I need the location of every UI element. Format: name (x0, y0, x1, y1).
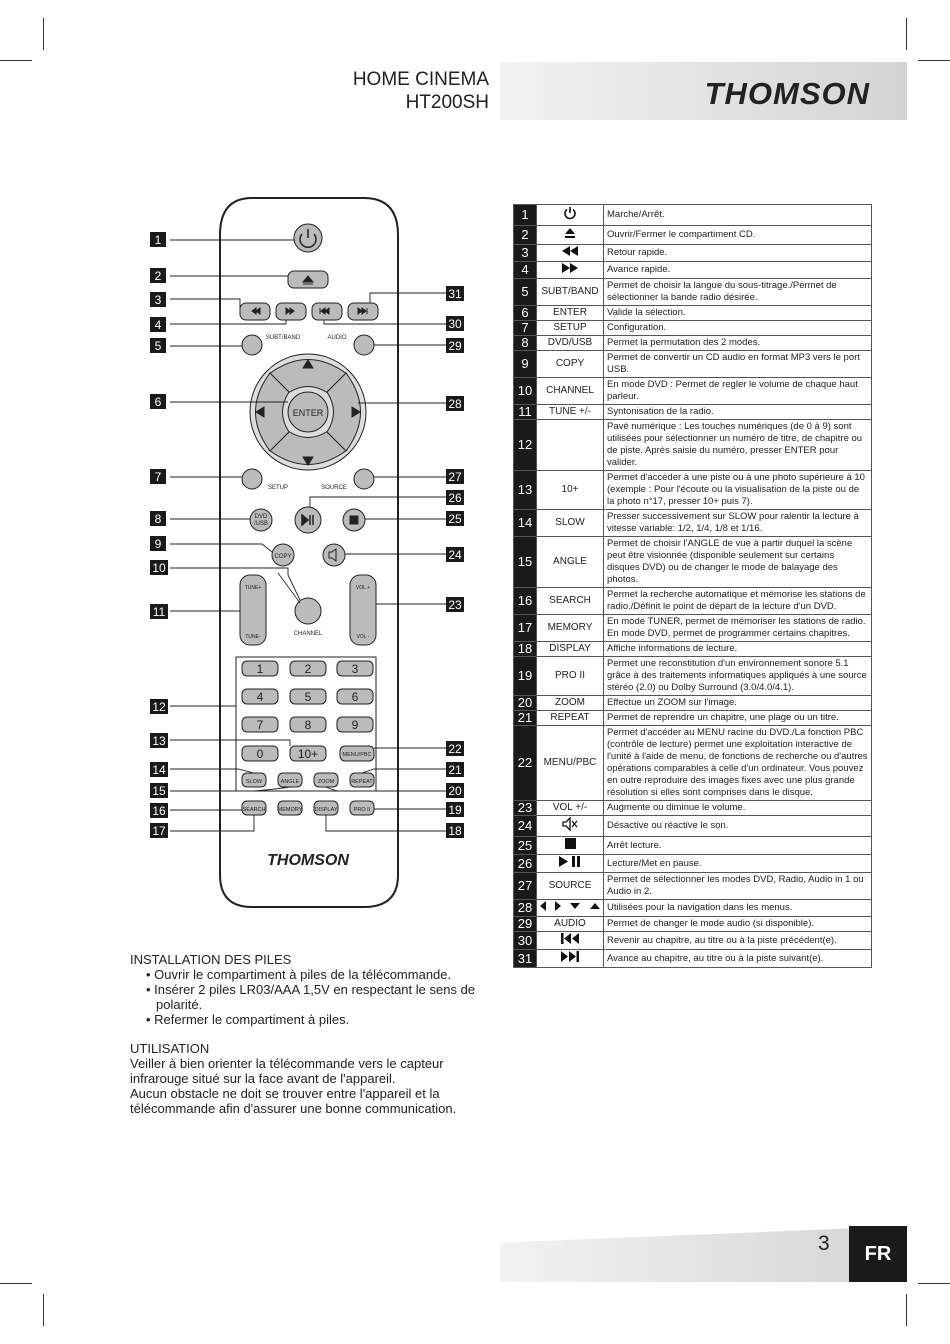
key-description: En mode DVD : Permet de regler le volume de chaque haut parleur. (604, 378, 872, 405)
label-subband: SUBT/BAND (265, 335, 301, 341)
callout-6: 6 (154, 395, 162, 409)
callout-15: 15 (152, 784, 166, 798)
key-description: Utilisées pour la navigation dans les menus. (604, 900, 872, 917)
key-description: Désactive ou réactive le son. (604, 816, 872, 837)
callout-5: 5 (154, 339, 162, 353)
key-name: CHANNEL (537, 378, 604, 405)
callout-26: 26 (448, 491, 462, 505)
key-name: PRO II (537, 657, 604, 696)
list-item: • Refermer le compartiment à piles. (146, 1012, 350, 1027)
table-row (514, 855, 872, 873)
key-name: DISPLAY (537, 642, 604, 657)
list-item: • Ouvrir le compartiment à piles de la télécommande. (146, 967, 452, 982)
key-description: Avance rapide. (604, 262, 872, 279)
label-vol-minus: VOL - (356, 634, 370, 640)
key-description: Retour rapide. (604, 245, 872, 262)
callout-16: 16 (152, 804, 166, 818)
key-9: 9 (351, 718, 359, 732)
key-name: DVD/USB (537, 336, 604, 351)
key-description: Avance au chapitre, au titre ou à la piste suivant(e). (604, 950, 872, 968)
key-description: Augmente ou diminue le volume. (604, 801, 872, 816)
callout-11: 11 (152, 605, 166, 619)
key-description: Permet de reprendre un chapitre, une plage ou un titre. (604, 711, 872, 726)
callout-23: 23 (448, 598, 462, 612)
callout-3: 3 (154, 293, 162, 307)
label-memory: MEMORY (277, 807, 303, 813)
key-description: Permet de choisir l'ANGLE de vue à partir duquel la scène peut être visionnée (disponible seulement sur certains disques DVD) ou de changer le mode de balayage des photos. (604, 537, 872, 588)
crop-mark (906, 18, 907, 50)
label-enter: ENTER (292, 408, 324, 418)
key-name: COPY (537, 351, 604, 378)
table-row (514, 801, 872, 816)
callout-20: 20 (448, 784, 462, 798)
key-name: SUBT/BAND (537, 279, 604, 306)
key-number: 8 (514, 336, 537, 351)
installation-title: INSTALLATION DES PILES (130, 952, 292, 967)
key-description: Affiche informations de lecture. (604, 642, 872, 657)
key-number: 12 (514, 420, 537, 471)
key-name: AUDIO (537, 917, 604, 932)
key-name: ENTER (537, 306, 604, 321)
eject-icon (537, 226, 604, 245)
callout-7: 7 (154, 470, 162, 484)
key-number: 7 (514, 321, 537, 336)
label-source: SOURCE (321, 485, 347, 491)
key-number: 1 (514, 205, 537, 226)
callout-14: 14 (152, 763, 166, 777)
callout-8: 8 (154, 512, 162, 526)
remote-brand: THOMSON (267, 852, 349, 869)
key-name: ANGLE (537, 537, 604, 588)
product-category: HOME CINEMA (352, 69, 489, 90)
key-description: Permet de convertir un CD audio en format MP3 vers le port USB. (604, 351, 872, 378)
table-row (514, 950, 872, 968)
table-row (514, 726, 872, 801)
table-row (514, 471, 872, 510)
key-description: Permet d'accéder au MENU racine du DVD./La fonction PBC (contrôle de lecture) permet une exploitation interactive de l'unité à l'aide de menu, de fonctions de recherche ou d'autres opérations comparables à celle d'un ordinateur. Vous pouvez en outre reproduire des images fixes avec une plus grande résolution si elles sont comprises dans le disque. (604, 726, 872, 801)
key-10-plus: 10+ (297, 747, 319, 761)
language-tab: FR (849, 1226, 907, 1282)
key-number: 14 (514, 510, 537, 537)
label-audio: AUDIO (327, 335, 347, 341)
crop-mark (43, 18, 44, 50)
previous-icon (537, 932, 604, 950)
instructions (130, 952, 490, 1116)
label-dvd: DVD (254, 514, 268, 520)
key-description: Effectue un ZOOM sur l'image. (604, 696, 872, 711)
brand-logo: THOMSON (704, 76, 870, 111)
list-item: • Insérer 2 piles LR03/AAA 1,5V en respectant le sens de polarité. (146, 982, 476, 1012)
rewind-icon (537, 245, 604, 262)
crop-mark (0, 60, 32, 61)
key-number: 23 (514, 801, 537, 816)
label-tune-plus: TUNE+ (244, 585, 262, 591)
key-description: Valide la sélection. (604, 306, 872, 321)
crop-mark (0, 1283, 32, 1284)
key-8: 8 (304, 718, 312, 732)
navigation-arrows-icon (537, 900, 604, 917)
key-description: En mode TUNER, permet de mémoriser les stations de radio. En mode DVD, permet de programmer certains chapitres. (604, 615, 872, 642)
key-description: Pavé numérique : Les touches numériques (de 0 à 9) sont utilisées pour sélectionner un numéro de titre, de chapitre ou de piste. Après saisie du numéro, presser ENTER pour valider. (604, 420, 872, 471)
usage-paragraph: Aucun obstacle ne doit se trouver entre l'appareil et la télécommande afin d'assurer une bonne communication. (130, 1086, 457, 1116)
callout-19: 19 (448, 803, 462, 817)
key-name: REPEAT (537, 711, 604, 726)
key-5: 5 (304, 690, 312, 704)
table-row (514, 226, 872, 245)
key-description: Permet une reconstitution d'un environnement sonore 5.1 grâce à des traitements informatiques appliqués à une source stéréo (2.0) ou Dolby Surround (3.0/4.0/4.1). (604, 657, 872, 696)
callout-4: 4 (154, 318, 162, 332)
table-row (514, 657, 872, 696)
callout-2: 2 (154, 269, 162, 283)
key-name: MEMORY (537, 615, 604, 642)
key-name: VOL +/- (537, 801, 604, 816)
key-name: MENU/PBC (537, 726, 604, 801)
key-description: Permet d'accéder à une piste ou à une photo supérieure à 10 (exemple : Pour l'écoute ou la visualisation de la piste ou de la photo n°17, presser 10+ puis 7). (604, 471, 872, 510)
callout-27: 27 (448, 470, 462, 484)
table-row (514, 711, 872, 726)
callout-21: 21 (448, 763, 462, 777)
key-2: 2 (304, 662, 312, 676)
mute-icon (537, 816, 604, 837)
label-copy: COPY (274, 554, 292, 560)
callout-18: 18 (448, 824, 462, 838)
key-number: 16 (514, 588, 537, 615)
key-name: ZOOM (537, 696, 604, 711)
footer-band (500, 1226, 907, 1282)
key-name: SETUP (537, 321, 604, 336)
key-description: Permet de sélectionner les modes DVD, Radio, Audio in 1 ou Audio in 2. (604, 873, 872, 900)
key-description: Permet la permutation des 2 modes. (604, 336, 872, 351)
table-row (514, 537, 872, 588)
key-description: Arrêt lecture. (604, 837, 872, 855)
key-number: 19 (514, 657, 537, 696)
key-number: 21 (514, 711, 537, 726)
table-row (514, 378, 872, 405)
table-row (514, 917, 872, 932)
key-number: 31 (514, 950, 537, 968)
key-number: 10 (514, 378, 537, 405)
table-row (514, 351, 872, 378)
fast-forward-icon (537, 262, 604, 279)
key-description: Revenir au chapitre, au titre ou à la piste précédent(e). (604, 932, 872, 950)
key-name: SEARCH (537, 588, 604, 615)
label-setup: SETUP (267, 485, 289, 491)
callout-1: 1 (154, 233, 162, 247)
key-name: 10+ (537, 471, 604, 510)
callout-24: 24 (448, 548, 462, 562)
key-number: 26 (514, 855, 537, 873)
key-number: 30 (514, 932, 537, 950)
key-name: SLOW (537, 510, 604, 537)
table-row (514, 262, 872, 279)
key-number: 25 (514, 837, 537, 855)
key-number: 6 (514, 306, 537, 321)
key-number: 11 (514, 405, 537, 420)
table-row (514, 420, 872, 471)
callout-12: 12 (152, 700, 166, 714)
table-row (514, 900, 872, 917)
key-number: 17 (514, 615, 537, 642)
crop-mark (918, 1283, 950, 1284)
key-description: Marche/Arrêt. (604, 205, 872, 226)
label-slow: SLOW (245, 779, 263, 785)
crop-mark (918, 60, 950, 61)
remote-control-diagram (148, 195, 478, 915)
key-6: 6 (351, 690, 359, 704)
key-number: 15 (514, 537, 537, 588)
key-name: SOURCE (537, 873, 604, 900)
table-row (514, 306, 872, 321)
table-row (514, 932, 872, 950)
page-number: 3 (818, 1232, 830, 1255)
table-row (514, 405, 872, 420)
callout-30: 30 (448, 317, 462, 331)
label-channel: CHANNEL (293, 631, 323, 637)
installation-list (130, 967, 490, 1027)
key-3: 3 (351, 662, 359, 676)
key-number: 27 (514, 873, 537, 900)
key-number: 3 (514, 245, 537, 262)
label-tune-minus: TUNE- (245, 634, 261, 640)
callout-31: 31 (448, 287, 462, 301)
crop-mark (43, 1294, 44, 1326)
product-model: HT200SH (405, 92, 489, 113)
key-description: Ouvrir/Fermer le compartiment CD. (604, 226, 872, 245)
crop-mark (906, 1294, 907, 1326)
next-icon (537, 950, 604, 968)
table-row (514, 873, 872, 900)
remote-keys-table (513, 204, 872, 968)
label-menu-pbc: MENU/PBC (342, 752, 372, 758)
table-row (514, 279, 872, 306)
table-row (514, 321, 872, 336)
table-row (514, 510, 872, 537)
callout-22: 22 (448, 742, 462, 756)
key-number: 20 (514, 696, 537, 711)
label-usb: /USB (253, 521, 269, 527)
key-name (537, 420, 604, 471)
label-angle: ANGLE (280, 779, 300, 785)
key-description: Configuration. (604, 321, 872, 336)
table-row (514, 245, 872, 262)
label-repeat: REPEAT (351, 779, 373, 785)
stop-icon (537, 837, 604, 855)
power-icon (537, 205, 604, 226)
key-description: Permet de choisir la langue du sous-titrage./Permet de sélectionner la bande radio désirée. (604, 279, 872, 306)
label-vol-plus: VOL + (355, 585, 371, 591)
key-7: 7 (256, 718, 264, 732)
key-description: Syntonisation de la radio. (604, 405, 872, 420)
table-row (514, 588, 872, 615)
key-number: 4 (514, 262, 537, 279)
callout-29: 29 (448, 339, 462, 353)
key-number: 9 (514, 351, 537, 378)
key-description: Permet de changer le mode audio (si disponible). (604, 917, 872, 932)
label-pro-ii: PRO II (353, 807, 371, 813)
key-number: 24 (514, 816, 537, 837)
usage-title: UTILISATION (130, 1041, 210, 1056)
key-description: Lecture/Met en pause. (604, 855, 872, 873)
callout-10: 10 (152, 561, 166, 575)
callout-25: 25 (448, 512, 462, 526)
key-4: 4 (256, 690, 264, 704)
table-row (514, 642, 872, 657)
key-number: 28 (514, 900, 537, 917)
key-number: 2 (514, 226, 537, 245)
table-row (514, 205, 872, 226)
key-description: Presser successivement sur SLOW pour ralentir la lecture à vitesse variable: 1/2, 1/4, 1/8 et 1/16. (604, 510, 872, 537)
key-description: Permet la recherche automatique et mémorise les stations de radio./Définit le point de départ de la lecture d'un DVD. (604, 588, 872, 615)
label-search: SEARCH (242, 807, 266, 813)
usage-paragraph: Veiller à bien orienter la télécommande vers le capteur infrarouge situé sur la face avant de l'appareil. (130, 1056, 444, 1086)
product-title (353, 68, 489, 114)
key-1: 1 (256, 662, 264, 676)
callout-9: 9 (154, 537, 162, 551)
callout-17: 17 (152, 824, 166, 838)
label-zoom: ZOOM (317, 779, 335, 785)
table-row (514, 696, 872, 711)
callout-13: 13 (152, 734, 166, 748)
key-number: 18 (514, 642, 537, 657)
label-display: DISPLAY (314, 807, 338, 813)
table-row (514, 837, 872, 855)
table-row (514, 816, 872, 837)
key-number: 5 (514, 279, 537, 306)
key-number: 13 (514, 471, 537, 510)
key-number: 22 (514, 726, 537, 801)
table-row (514, 336, 872, 351)
table-row (514, 615, 872, 642)
key-name: TUNE +/- (537, 405, 604, 420)
callout-28: 28 (448, 397, 462, 411)
play-pause-icon (537, 855, 604, 873)
key-number: 29 (514, 917, 537, 932)
key-0: 0 (256, 747, 264, 761)
